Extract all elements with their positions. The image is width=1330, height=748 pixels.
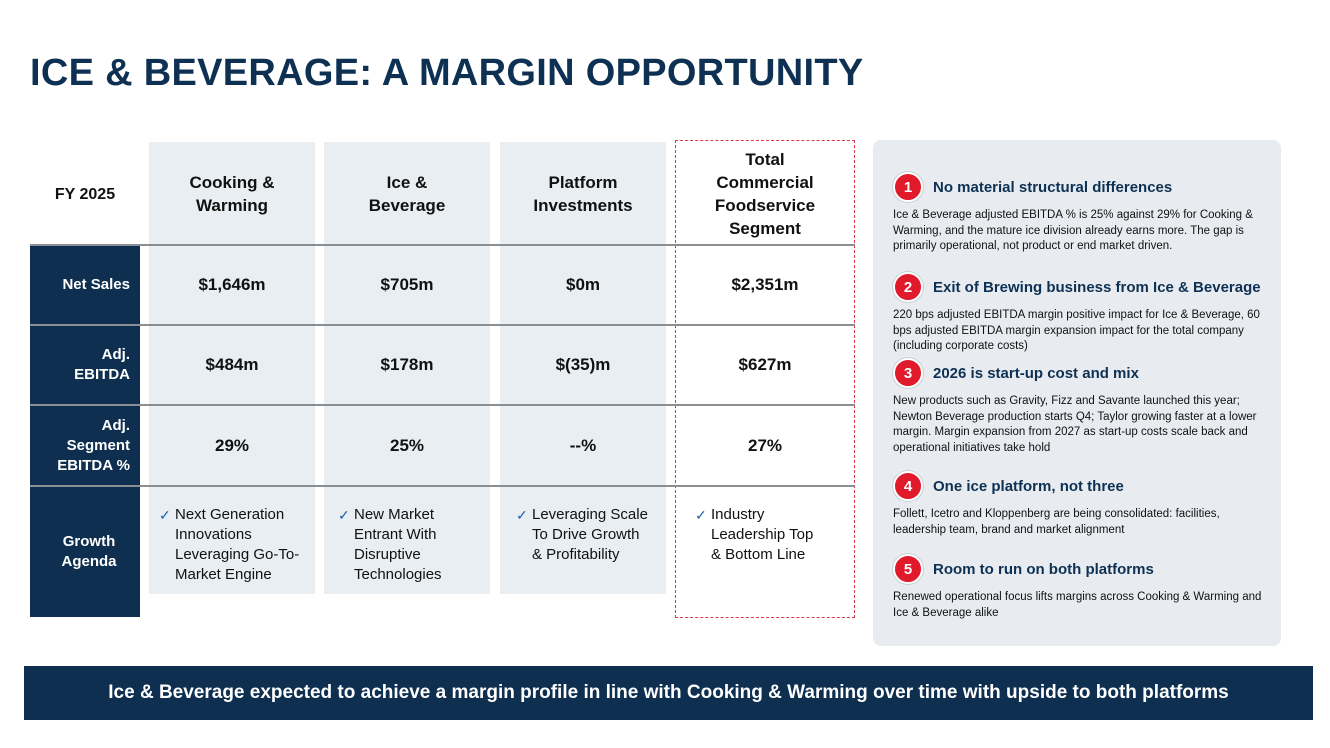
column-header-cooking: Cooking & Warming xyxy=(189,172,275,215)
ebitda-pct-cooking: 29% xyxy=(214,435,250,455)
divider xyxy=(30,485,855,487)
key-point-heading: One ice platform, not three xyxy=(933,477,1124,495)
key-point-heading: 2026 is start-up cost and mix xyxy=(933,364,1139,382)
growth-text: Industry Leadership Top & Bottom Line xyxy=(711,506,814,563)
ebitda-total: $627m xyxy=(738,355,792,374)
fiscal-year-label: FY 2025 xyxy=(54,186,116,203)
key-point-body: 220 bps adjusted EBITDA margin positive impact for Ice & Beverage, 60 bps adjusted EBITDA margin expansion impact for the total company (including corporate costs) xyxy=(893,309,1260,352)
ebitda-ice: $178m xyxy=(380,355,434,374)
column-header-ice: Ice & Beverage xyxy=(368,172,446,215)
growth-text: Leveraging Scale To Drive Growth & Profitability xyxy=(532,506,648,563)
key-point-heading: Exit of Brewing business from Ice & Beverage xyxy=(933,278,1261,296)
key-point-4 xyxy=(893,471,1265,538)
net-sales-cooking: $1,646m xyxy=(198,275,266,294)
number-badge: 2 xyxy=(893,272,923,302)
key-point-2 xyxy=(893,272,1265,355)
page-title: ICE & BEVERAGE: A MARGIN OPPORTUNITY xyxy=(30,52,864,94)
row-label-adj-ebitda: Adj. EBITDA xyxy=(30,326,140,404)
net-sales-ice: $705m xyxy=(380,275,434,294)
net-sales-platform: $0m xyxy=(565,275,601,294)
summary-banner: Ice & Beverage expected to achieve a margin profile in line with Cooking & Warming over time with upside to both platforms xyxy=(24,666,1313,720)
key-point-5 xyxy=(893,554,1265,621)
growth-text: New Market Entrant With Disruptive Technologies xyxy=(354,506,442,583)
ebitda-pct-platform: --% xyxy=(569,435,597,455)
row-label-growth-agenda: Growth Agenda xyxy=(30,487,140,617)
ebitda-pct-total: 27% xyxy=(747,435,783,455)
net-sales-total: $2,351m xyxy=(731,275,799,294)
number-badge: 3 xyxy=(893,358,923,388)
key-point-body: Ice & Beverage adjusted EBITDA % is 25% against 29% for Cooking & Warming, and the mature ice division already earns more. The gap is primarily operational, not product or end market driven. xyxy=(893,209,1253,252)
column-header-platform: Platform Investments xyxy=(533,172,633,215)
key-point-3 xyxy=(893,358,1265,456)
key-point-heading: Room to run on both platforms xyxy=(933,560,1154,578)
ebitda-platform: $(35)m xyxy=(555,355,611,374)
growth-text: Next Generation Innovations Leveraging Go-To- Market Engine xyxy=(175,506,300,583)
key-point-body: Follett, Icetro and Kloppenberg are being consolidated: facilities, leadership team, brand and market alignment xyxy=(893,508,1220,536)
row-label-segment-ebitda-pct: Adj. Segment EBITDA % xyxy=(30,406,140,485)
check-icon: ✓ xyxy=(695,507,707,523)
key-point-heading: No material structural differences xyxy=(933,178,1173,196)
growth-item-total xyxy=(695,505,845,565)
number-badge: 4 xyxy=(893,471,923,501)
ebitda-pct-ice: 25% xyxy=(389,435,425,455)
key-point-body: New products such as Gravity, Fizz and Savante launched this year; Newton Beverage production starts Q4; Taylor growing faster at a lower margin. Margin expansion from 2027 as start-up costs scale back and operational initiatives take hold xyxy=(893,395,1257,454)
ebitda-cooking: $484m xyxy=(205,355,259,374)
number-badge: 1 xyxy=(893,172,923,202)
check-icon: ✓ xyxy=(516,507,528,523)
check-icon: ✓ xyxy=(338,507,350,523)
growth-item-ice xyxy=(338,505,488,585)
key-point-body: Renewed operational focus lifts margins across Cooking & Warming and Ice & Beverage alike xyxy=(893,591,1262,619)
column-header-total: Total Commercial Foodservice Segment xyxy=(714,150,816,238)
key-point-1 xyxy=(893,172,1265,255)
check-icon: ✓ xyxy=(159,507,171,523)
growth-item-cooking xyxy=(159,505,311,585)
row-label-net-sales: Net Sales xyxy=(30,246,140,324)
growth-item-platform xyxy=(516,505,664,565)
number-badge: 5 xyxy=(893,554,923,584)
